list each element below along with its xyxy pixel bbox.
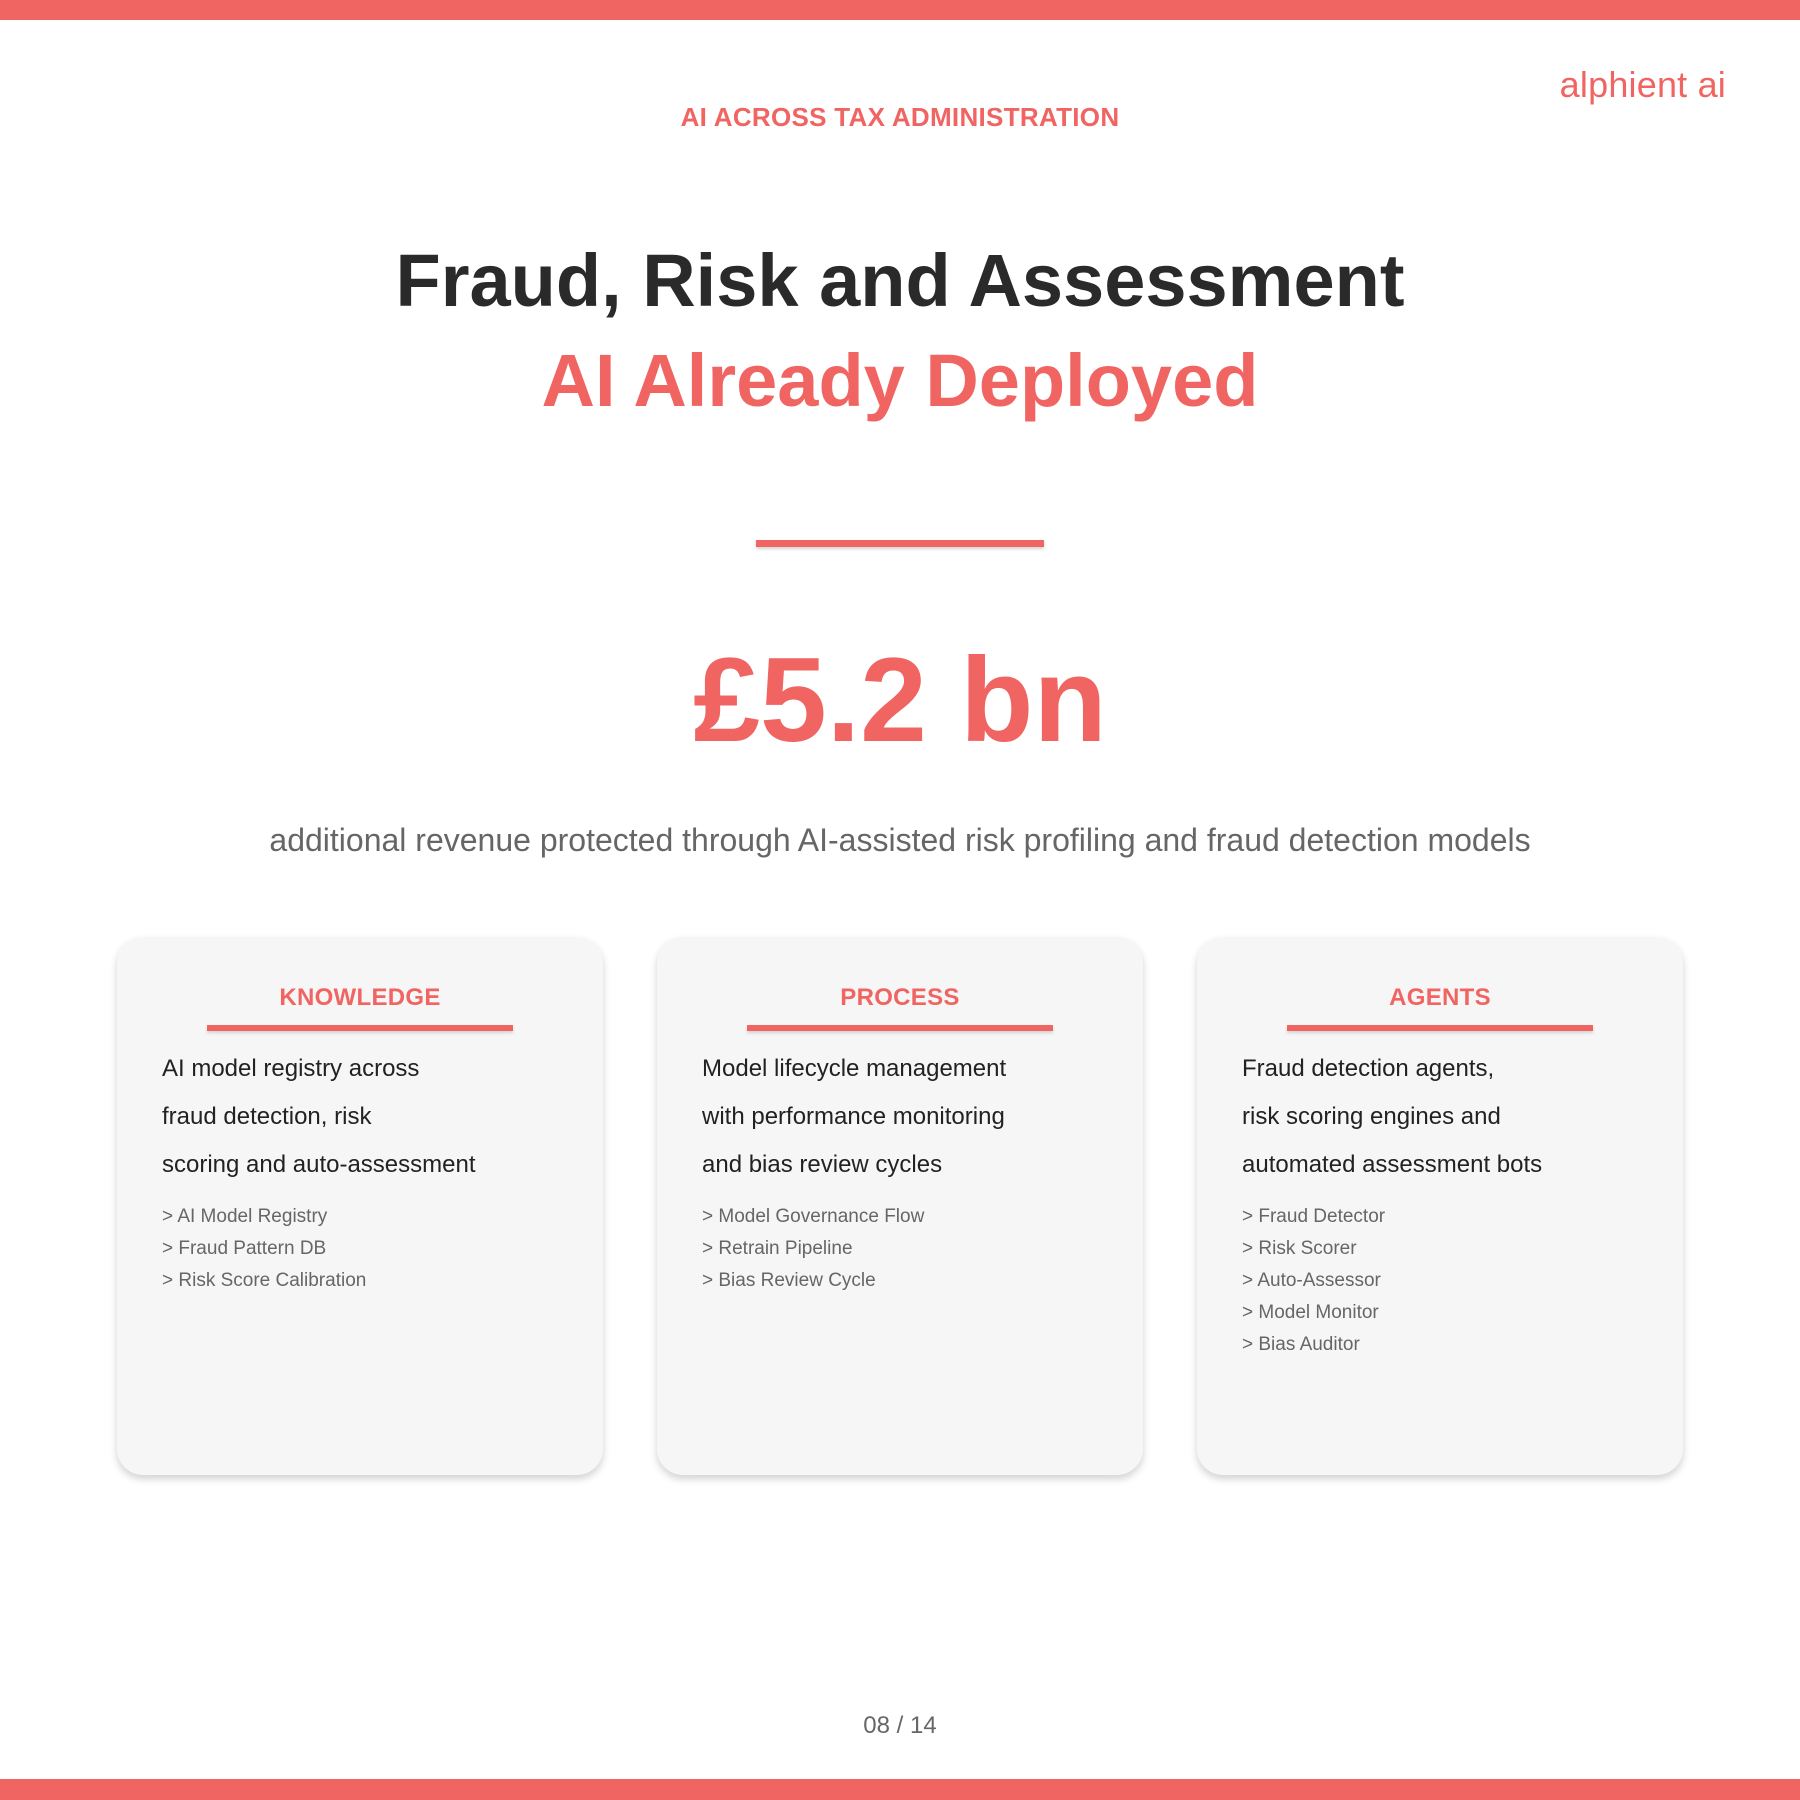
card-heading: PROCESS bbox=[840, 984, 960, 1011]
card-rule bbox=[207, 1025, 513, 1031]
card-description bbox=[702, 1045, 1122, 1189]
card-description bbox=[1242, 1045, 1662, 1189]
list-item: > Auto-Assessor bbox=[1242, 1270, 1381, 1291]
card-item-list bbox=[162, 1201, 582, 1297]
brand-logo: alphient ai bbox=[1559, 64, 1726, 105]
list-item: > Retrain Pipeline bbox=[702, 1238, 853, 1259]
card-item-list bbox=[702, 1201, 1122, 1297]
page-number: 08 / 14 bbox=[863, 1712, 937, 1739]
list-item: > Fraud Detector bbox=[1242, 1206, 1386, 1227]
top-accent-bar bbox=[0, 0, 1800, 20]
card-description-line: scoring and auto-assessment bbox=[162, 1151, 476, 1178]
card-description-line: AI model registry across bbox=[162, 1055, 420, 1082]
card-description bbox=[162, 1045, 582, 1189]
card-knowledge bbox=[117, 937, 603, 1475]
section-eyebrow: AI ACROSS TAX ADMINISTRATION bbox=[680, 102, 1120, 132]
stat-caption: additional revenue protected through AI-assisted risk profiling and fraud detection models bbox=[269, 822, 1531, 858]
card-description-line: Model lifecycle management bbox=[702, 1055, 1007, 1082]
card-description-line: automated assessment bots bbox=[1242, 1151, 1543, 1178]
card-description-line: Fraud detection agents, bbox=[1242, 1055, 1495, 1082]
card-agents bbox=[1197, 937, 1683, 1475]
list-item: > Model Governance Flow bbox=[702, 1206, 925, 1227]
list-item: > Model Monitor bbox=[1242, 1302, 1379, 1323]
card-description-line: and bias review cycles bbox=[702, 1151, 943, 1178]
card-item-list bbox=[1242, 1201, 1662, 1361]
list-item: > Fraud Pattern DB bbox=[162, 1238, 327, 1259]
slide-subtitle: AI Already Deployed bbox=[541, 339, 1259, 422]
list-item: > Bias Review Cycle bbox=[702, 1270, 876, 1291]
card-rule bbox=[747, 1025, 1053, 1031]
card-description-line: with performance monitoring bbox=[702, 1103, 1005, 1130]
card-rule bbox=[1287, 1025, 1593, 1031]
list-item: > Risk Score Calibration bbox=[162, 1270, 367, 1291]
card-process bbox=[657, 937, 1143, 1475]
title-divider bbox=[756, 540, 1044, 547]
card-heading: KNOWLEDGE bbox=[279, 984, 441, 1011]
list-item: > Risk Scorer bbox=[1242, 1238, 1357, 1259]
list-item: > AI Model Registry bbox=[162, 1206, 328, 1227]
card-description-line: risk scoring engines and bbox=[1242, 1103, 1501, 1130]
card-description-line: fraud detection, risk bbox=[162, 1103, 372, 1130]
headline-stat: £5.2 bn bbox=[693, 633, 1107, 767]
card-heading: AGENTS bbox=[1389, 984, 1491, 1011]
slide-title: Fraud, Risk and Assessment bbox=[395, 239, 1405, 322]
list-item: > Bias Auditor bbox=[1242, 1334, 1360, 1355]
bottom-accent-bar bbox=[0, 1779, 1800, 1800]
